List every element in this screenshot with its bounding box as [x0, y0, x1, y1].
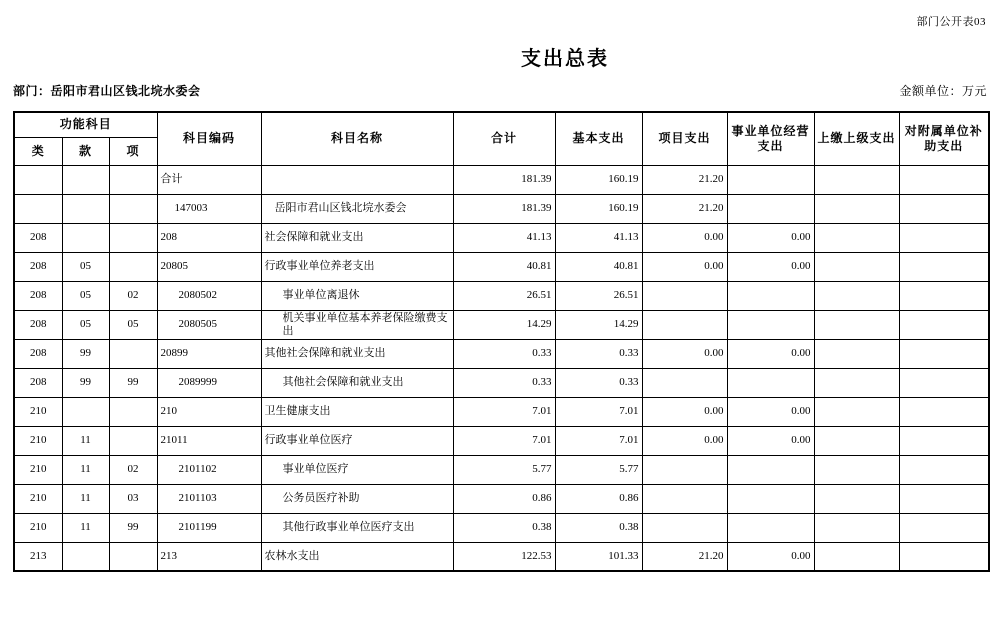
cell-item: 03	[109, 484, 157, 513]
cell-upper	[814, 397, 899, 426]
cell-project: 0.00	[642, 426, 727, 455]
header-subsidy-expenditure: 对附属单位补助支出	[899, 112, 989, 165]
cell-subsidy	[899, 194, 989, 223]
cell-name: 岳阳市君山区钱北垸水委会	[261, 194, 453, 223]
table-row	[14, 223, 989, 252]
cell-subsidy	[899, 223, 989, 252]
cell-total: 41.13	[453, 223, 555, 252]
cell-code: 2101103	[157, 484, 261, 513]
cell-name: 事业单位离退休	[261, 281, 453, 310]
cell-sec	[62, 223, 109, 252]
cell-code: 2080502	[157, 281, 261, 310]
cell-name: 事业单位医疗	[261, 455, 453, 484]
cell-basic: 160.19	[555, 165, 642, 194]
cell-basic: 0.33	[555, 368, 642, 397]
cell-cls: 210	[14, 513, 62, 542]
cell-code: 147003	[157, 194, 261, 223]
cell-item	[109, 223, 157, 252]
table-row	[14, 165, 989, 194]
cell-project: 0.00	[642, 397, 727, 426]
cell-item	[109, 397, 157, 426]
cell-cls: 208	[14, 252, 62, 281]
cell-subsidy	[899, 252, 989, 281]
cell-item	[109, 339, 157, 368]
cell-project: 21.20	[642, 194, 727, 223]
cell-total: 7.01	[453, 397, 555, 426]
cell-project: 0.00	[642, 252, 727, 281]
header-class: 类	[14, 137, 62, 165]
header-subject-code: 科目编码	[157, 112, 261, 165]
cell-item	[109, 426, 157, 455]
cell-basic: 0.38	[555, 513, 642, 542]
table-row	[14, 542, 989, 571]
cell-total: 0.33	[453, 339, 555, 368]
header-total: 合计	[453, 112, 555, 165]
cell-code: 21011	[157, 426, 261, 455]
cell-basic: 41.13	[555, 223, 642, 252]
cell-sec: 11	[62, 484, 109, 513]
cell-basic: 40.81	[555, 252, 642, 281]
cell-sec: 99	[62, 368, 109, 397]
cell-name	[261, 165, 453, 194]
cell-subsidy	[899, 368, 989, 397]
cell-upper	[814, 513, 899, 542]
table-row	[14, 426, 989, 455]
cell-basic: 160.19	[555, 194, 642, 223]
cell-code: 20899	[157, 339, 261, 368]
cell-upper	[814, 455, 899, 484]
header-subject-name: 科目名称	[261, 112, 453, 165]
cell-subsidy	[899, 542, 989, 571]
cell-operating	[727, 368, 814, 397]
cell-operating: 0.00	[727, 542, 814, 571]
cell-sec	[62, 542, 109, 571]
cell-upper	[814, 339, 899, 368]
cell-cls: 208	[14, 368, 62, 397]
cell-name: 其他社会保障和就业支出	[261, 339, 453, 368]
cell-basic: 0.33	[555, 339, 642, 368]
cell-name: 卫生健康支出	[261, 397, 453, 426]
meta-row	[13, 82, 987, 99]
header-section: 款	[62, 137, 109, 165]
cell-upper	[814, 165, 899, 194]
cell-cls: 210	[14, 484, 62, 513]
header-upper-level-expenditure: 上缴上级支出	[814, 112, 899, 165]
cell-cls: 208	[14, 310, 62, 339]
cell-total: 5.77	[453, 455, 555, 484]
cell-code: 20805	[157, 252, 261, 281]
cell-sec: 11	[62, 455, 109, 484]
cell-operating	[727, 281, 814, 310]
cell-operating	[727, 484, 814, 513]
cell-sec	[62, 397, 109, 426]
page-title: 支出总表	[521, 48, 609, 70]
cell-operating	[727, 455, 814, 484]
cell-sec: 05	[62, 281, 109, 310]
cell-total: 0.86	[453, 484, 555, 513]
cell-cls: 213	[14, 542, 62, 571]
table-row	[14, 252, 989, 281]
cell-total: 26.51	[453, 281, 555, 310]
cell-operating	[727, 310, 814, 339]
cell-subsidy	[899, 513, 989, 542]
table-row	[14, 368, 989, 397]
cell-sec	[62, 165, 109, 194]
cell-item	[109, 165, 157, 194]
cell-project: 0.00	[642, 339, 727, 368]
cell-operating: 0.00	[727, 426, 814, 455]
cell-upper	[814, 484, 899, 513]
cell-cls	[14, 165, 62, 194]
cell-sec	[62, 194, 109, 223]
cell-sec: 99	[62, 339, 109, 368]
cell-code: 2101102	[157, 455, 261, 484]
cell-name: 农林水支出	[261, 542, 453, 571]
cell-basic: 26.51	[555, 281, 642, 310]
cell-code: 2089999	[157, 368, 261, 397]
cell-item: 99	[109, 513, 157, 542]
cell-upper	[814, 281, 899, 310]
cell-operating: 0.00	[727, 397, 814, 426]
cell-upper	[814, 426, 899, 455]
cell-name: 行政事业单位医疗	[261, 426, 453, 455]
expenditure-table	[13, 111, 990, 572]
cell-upper	[814, 368, 899, 397]
cell-name: 行政事业单位养老支出	[261, 252, 453, 281]
cell-sec: 05	[62, 310, 109, 339]
cell-cls: 210	[14, 397, 62, 426]
cell-upper	[814, 310, 899, 339]
cell-sec: 11	[62, 513, 109, 542]
cell-project	[642, 368, 727, 397]
cell-name: 其他行政事业单位医疗支出	[261, 513, 453, 542]
cell-subsidy	[899, 426, 989, 455]
cell-item: 02	[109, 281, 157, 310]
cell-basic: 101.33	[555, 542, 642, 571]
cell-code: 合计	[157, 165, 261, 194]
cell-project: 0.00	[642, 223, 727, 252]
table-header	[14, 112, 989, 165]
table-row	[14, 194, 989, 223]
cell-sec: 11	[62, 426, 109, 455]
cell-subsidy	[899, 397, 989, 426]
cell-project: 21.20	[642, 165, 727, 194]
cell-total: 14.29	[453, 310, 555, 339]
cell-operating: 0.00	[727, 223, 814, 252]
cell-total: 0.38	[453, 513, 555, 542]
cell-item	[109, 542, 157, 571]
cell-operating: 0.00	[727, 252, 814, 281]
cell-name: 公务员医疗补助	[261, 484, 453, 513]
cell-basic: 5.77	[555, 455, 642, 484]
cell-cls: 208	[14, 281, 62, 310]
cell-code: 210	[157, 397, 261, 426]
cell-basic: 7.01	[555, 397, 642, 426]
cell-project	[642, 310, 727, 339]
cell-total: 181.39	[453, 165, 555, 194]
cell-operating: 0.00	[727, 339, 814, 368]
cell-name: 社会保障和就业支出	[261, 223, 453, 252]
cell-total: 181.39	[453, 194, 555, 223]
cell-operating	[727, 165, 814, 194]
table-body	[14, 165, 989, 571]
cell-project: 21.20	[642, 542, 727, 571]
header-functional-subject: 功能科目	[14, 112, 157, 137]
cell-subsidy	[899, 339, 989, 368]
cell-code: 2101199	[157, 513, 261, 542]
unit-label: 金额单位：万元	[899, 84, 987, 98]
cell-basic: 14.29	[555, 310, 642, 339]
header-operating-expenditure: 事业单位经营支出	[727, 112, 814, 165]
cell-cls	[14, 194, 62, 223]
cell-upper	[814, 252, 899, 281]
cell-basic: 0.86	[555, 484, 642, 513]
cell-upper	[814, 223, 899, 252]
cell-code: 213	[157, 542, 261, 571]
cell-project	[642, 281, 727, 310]
table-row	[14, 339, 989, 368]
cell-total: 0.33	[453, 368, 555, 397]
cell-operating	[727, 194, 814, 223]
header-item: 项	[109, 137, 157, 165]
cell-subsidy	[899, 281, 989, 310]
cell-subsidy	[899, 455, 989, 484]
cell-item: 02	[109, 455, 157, 484]
table-row	[14, 397, 989, 426]
table-row	[14, 281, 989, 310]
doc-ref-label: 部门公开表03	[916, 16, 986, 28]
cell-operating	[727, 513, 814, 542]
table-row	[14, 310, 989, 339]
table-row	[14, 455, 989, 484]
cell-project	[642, 484, 727, 513]
table-row	[14, 484, 989, 513]
cell-item: 05	[109, 310, 157, 339]
cell-name: 其他社会保障和就业支出	[261, 368, 453, 397]
cell-subsidy	[899, 310, 989, 339]
cell-subsidy	[899, 484, 989, 513]
cell-item	[109, 252, 157, 281]
cell-upper	[814, 194, 899, 223]
cell-project	[642, 455, 727, 484]
header-basic-expenditure: 基本支出	[555, 112, 642, 165]
cell-name: 机关事业单位基本养老保险缴费支出	[261, 310, 453, 339]
cell-basic: 7.01	[555, 426, 642, 455]
cell-item: 99	[109, 368, 157, 397]
department-label: 部门：岳阳市君山区钱北垸水委会	[13, 84, 201, 98]
cell-item	[109, 194, 157, 223]
cell-cls: 210	[14, 455, 62, 484]
cell-upper	[814, 542, 899, 571]
cell-code: 208	[157, 223, 261, 252]
header-project-expenditure: 项目支出	[642, 112, 727, 165]
cell-cls: 210	[14, 426, 62, 455]
cell-total: 7.01	[453, 426, 555, 455]
cell-total: 40.81	[453, 252, 555, 281]
cell-total: 122.53	[453, 542, 555, 571]
cell-code: 2080505	[157, 310, 261, 339]
cell-cls: 208	[14, 339, 62, 368]
cell-cls: 208	[14, 223, 62, 252]
cell-project	[642, 513, 727, 542]
cell-sec: 05	[62, 252, 109, 281]
cell-subsidy	[899, 165, 989, 194]
table-row	[14, 513, 989, 542]
